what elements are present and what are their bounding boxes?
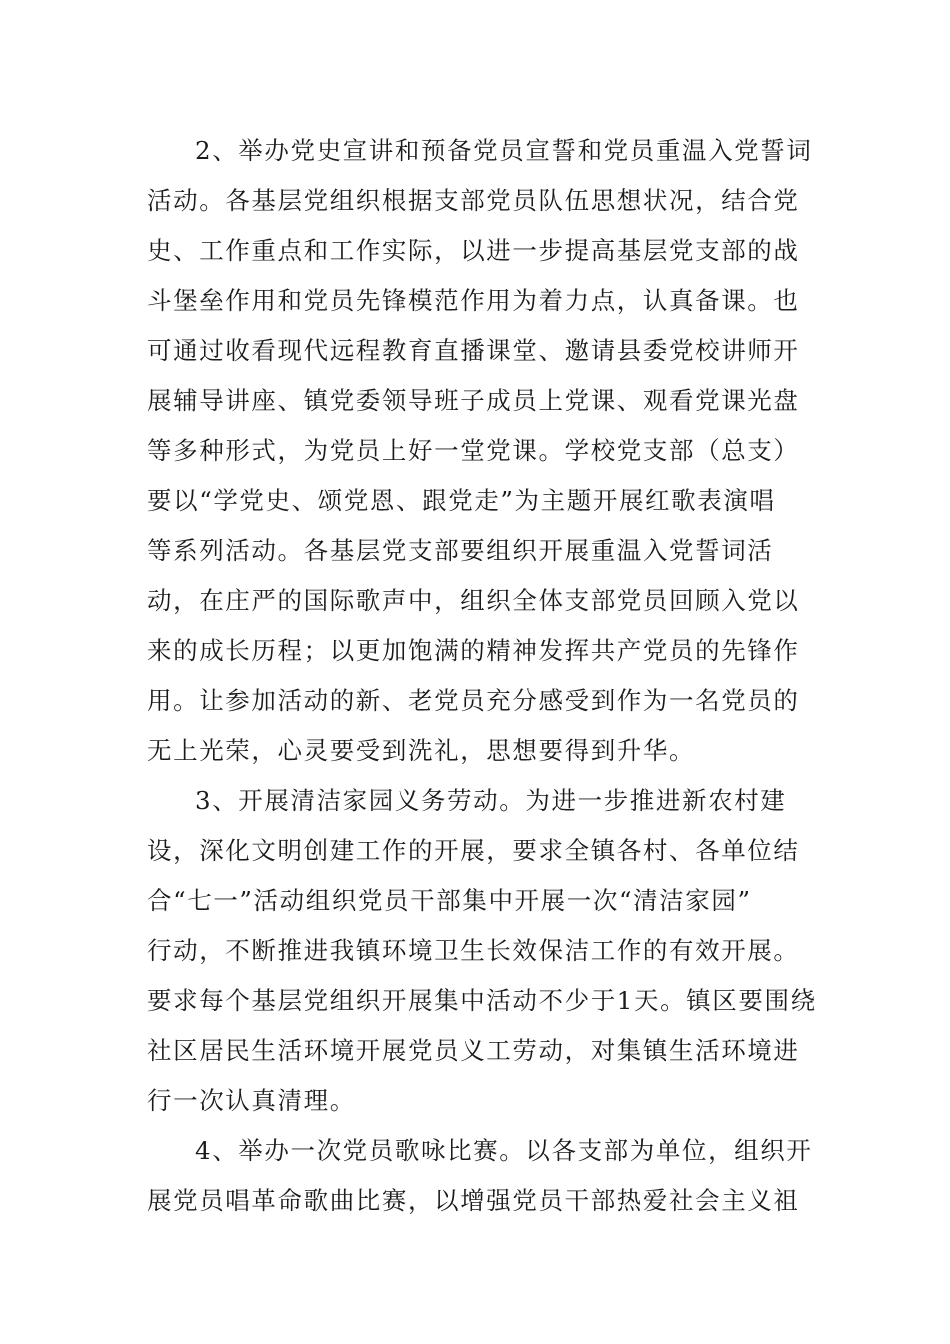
text-line: 动，在庄严的国际歌声中，组织全体支部党员回顾入党以	[147, 586, 800, 615]
text-line: 要求每个基层党组织开展集中活动不少于1天。镇区要围绕	[147, 986, 817, 1015]
text-line: 社区居民生活环境开展党员义工劳动，对集镇生活环境进	[147, 1036, 800, 1065]
text-line: 活动。各基层党组织根据支部党员队伍思想状况，结合党	[147, 186, 800, 215]
text-line: 无上光荣，心灵要受到洗礼，思想要得到升华。	[147, 736, 696, 765]
text-line: 用。让参加活动的新、老党员充分感受到作为一名党员的	[147, 686, 800, 715]
text-line: 等系列活动。各基层党支部要组织开展重温入党誓词活	[147, 536, 774, 565]
text-line: 等多种形式，为党员上好一堂党课。学校党支部（总支）	[147, 436, 800, 465]
text-line: 要以“学党史、颂党恩、跟党走”为主题开展红歌表演唱	[147, 486, 776, 515]
text-line: 行动，不断推进我镇环境卫生长效保洁工作的有效开展。	[147, 936, 800, 965]
text-line: 2、举办党史宣讲和预备党员宣誓和党员重温入党誓词	[195, 136, 813, 165]
text-line: 3、开展清洁家园义务劳动。为进一步推进新农村建	[195, 786, 787, 815]
text-line: 可通过收看现代远程教育直播课堂、邀请县委党校讲师开	[147, 336, 800, 365]
text-line: 展党员唱革命歌曲比赛，以增强党员干部热爱社会主义祖	[147, 1186, 800, 1215]
text-line: 来的成长历程；以更加饱满的精神发挥共产党员的先锋作	[147, 636, 800, 665]
text-line: 斗堡垒作用和党员先锋模范作用为着力点，认真备课。也	[147, 286, 800, 315]
text-line: 史、工作重点和工作实际，以进一步提高基层党支部的战	[147, 236, 800, 265]
text-line: 合“七一”活动组织党员干部集中开展一次“清洁家园”	[147, 886, 752, 915]
text-line: 展辅导讲座、镇党委领导班子成员上党课、观看党课光盘	[147, 386, 800, 415]
text-line: 4、举办一次党员歌咏比赛。以各支部为单位，组织开	[195, 1136, 813, 1165]
text-line: 行一次认真清理。	[147, 1086, 356, 1115]
text-line: 设，深化文明创建工作的开展，要求全镇各村、各单位结	[147, 836, 800, 865]
